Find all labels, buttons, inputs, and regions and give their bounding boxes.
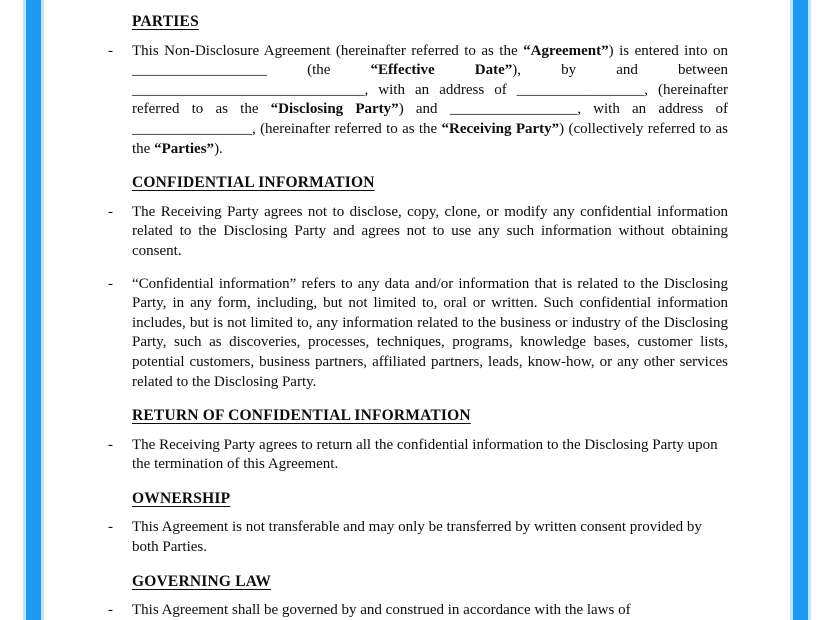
clause-text: This Agreement shall be governed by and construed in accordance with the laws of: [132, 602, 631, 619]
clause-text: This Agreement is not transferable and may only be transferred by written consent provided by both Parties.: [132, 519, 702, 556]
clause-fragment: ).: [214, 140, 223, 157]
page-border-left-accent: [26, 0, 41, 620]
defined-term-parties: “Parties”: [154, 140, 215, 157]
bullet-marker: -: [108, 203, 113, 220]
section-heading-ownership: OWNERSHIP: [132, 489, 231, 507]
blank-receiving-party-name[interactable]: _________________: [449, 101, 578, 118]
clause-fragment: ) and: [398, 101, 450, 118]
clause-fragment: , with an address of: [577, 101, 728, 118]
bullet-marker: -: [108, 275, 113, 292]
blank-disclosing-party-name[interactable]: _______________________________: [132, 81, 365, 98]
clause-confidential-information-1: [108, 203, 728, 262]
clause-return-of-confidential-information-1: [108, 436, 728, 475]
bullet-marker: -: [108, 519, 113, 536]
blank-effective-date[interactable]: __________________: [132, 62, 267, 79]
clause-fragment: ) is entered into on: [608, 42, 728, 59]
clause-text: The Receiving Party agrees not to disclose, copy, clone, or modify any confidential information related to the Disclosing Party and agrees not to use any such information without obtaining consent.: [132, 203, 728, 259]
clause-governing-law-1: [108, 601, 728, 620]
clause-fragment: This Non-Disclosure Agreement (hereinafter referred to as the: [132, 42, 524, 59]
blank-receiving-party-address[interactable]: ________________: [132, 120, 252, 137]
clause-text: [132, 42, 728, 160]
bullet-marker: -: [108, 436, 113, 453]
clause-ownership-1: [108, 518, 728, 557]
blank-disclosing-party-address[interactable]: _________________: [516, 81, 645, 98]
section-heading-governing-law: GOVERNING LAW: [132, 572, 272, 590]
section-heading-parties: PARTIES: [132, 13, 199, 30]
clause-fragment: , with an address of: [364, 81, 517, 98]
defined-term-effective-date: “Effective Date”: [370, 62, 513, 79]
clause-fragment: ), by and between: [512, 62, 728, 79]
clause-fragment: , (hereinafter referred to as the: [132, 81, 728, 118]
bullet-marker: -: [108, 602, 113, 619]
top-spacer: [108, 0, 728, 13]
clause-text: “Confidential information” refers to any data and/or information that is related to the Disclosing Party, in any form, including, but not limited to, oral or written. Such confidential information includes, but is not limited to, any information related to the business or industry of the Disclosing Party, such as discoveries, processes, techniques, programs, knowledge bases, customer lists, potential customers, business partners, affiliated partners, leads, know-how, or any other services related to the Disclosing Party.: [132, 275, 728, 390]
bullet-marker: -: [108, 42, 113, 59]
clause-fragment: ) (collectively referred to as the: [132, 120, 728, 157]
defined-term-disclosing-party: “Disclosing Party”: [270, 101, 399, 118]
defined-term-agreement: “Agreement”: [523, 42, 609, 59]
defined-term-receiving-party: “Receiving Party”: [441, 120, 560, 137]
page-border-right-accent: [793, 0, 808, 620]
clause-parties-1: [108, 42, 728, 160]
clause-fragment: (the: [267, 62, 371, 79]
section-heading-return-of-confidential-information: RETURN OF CONFIDENTIAL INFORMATION: [132, 407, 471, 425]
section-heading-confidential-information: CONFIDENTIAL INFORMATION: [132, 174, 375, 192]
clause-confidential-information-2: [108, 275, 728, 393]
clause-fragment: , (hereinafter referred to as the: [252, 120, 442, 137]
clause-text: The Receiving Party agrees to return all the confidential information to the Disclosing Party upon the termination of this Agreement.: [132, 436, 718, 473]
document-body: [108, 0, 728, 620]
